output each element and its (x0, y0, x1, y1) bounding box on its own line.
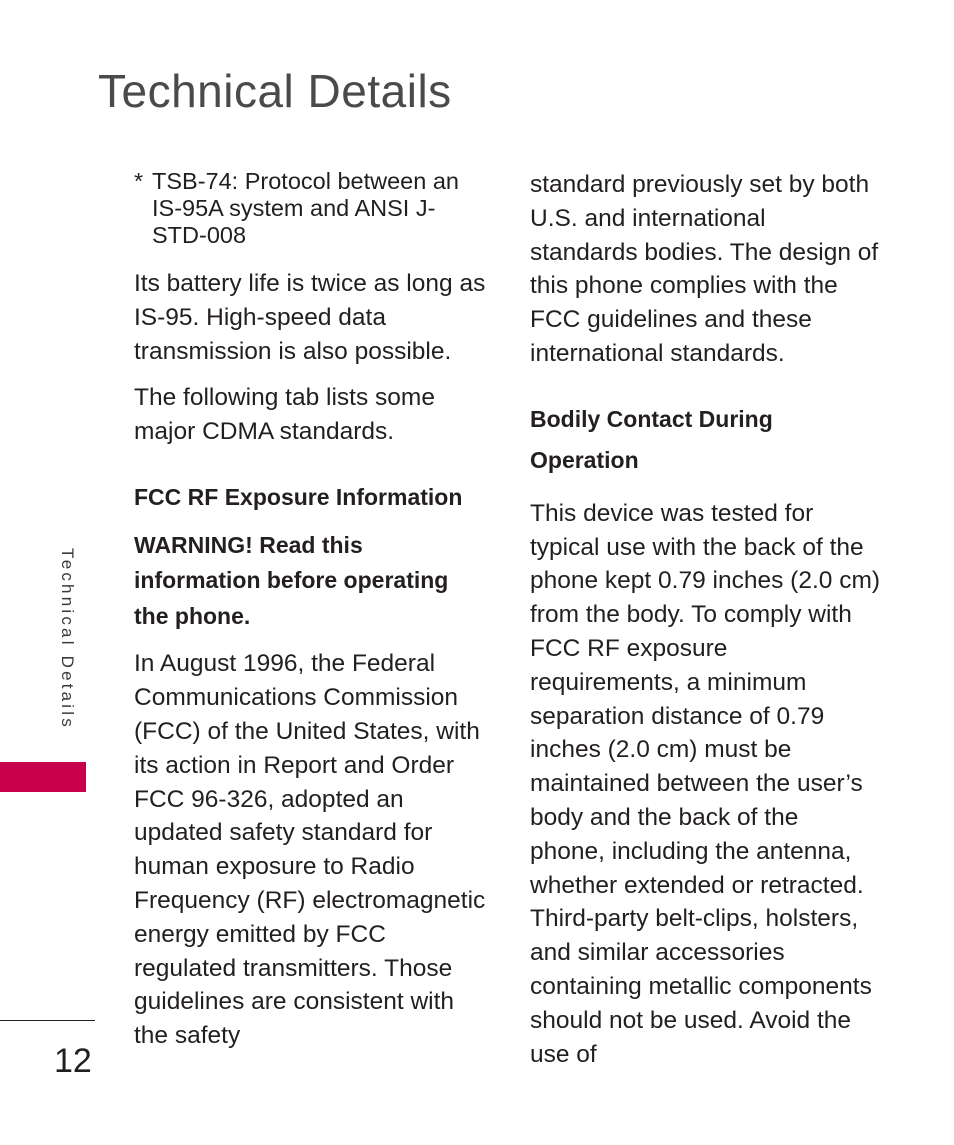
warning-text: WARNING! Read this information before operating the phone. (134, 531, 449, 629)
standards-paragraph: standard previously set by both U.S. and international standards bodies. The design of this phone complies with the FCC guidelines and these international standards. (530, 171, 879, 367)
bodily-contact-heading: Bodily Contact During Operation (530, 405, 773, 473)
battery-life-paragraph: Its battery life is twice as long as IS-95. High-speed data transmission is also possible. (134, 270, 486, 365)
footnote-text: TSB-74: Protocol between an IS-95A system and ANSI J-STD-008 (152, 168, 459, 248)
side-tab (52, 548, 82, 758)
right-column (530, 168, 880, 1071)
cdma-standards-paragraph: The following tab lists some major CDMA standards. (134, 384, 435, 446)
section-marker (0, 762, 86, 792)
bodily-contact-paragraph: This device was tested for typical use with the back of the phone kept 0.79 inches (2.0 cm) from the body. To comply with FCC RF exposure requirements, a minimum separation distance of 0.79 inches (2.0 cm) must be maintained between the user’s body and the back of the phone, including the antenna, whether extended or retracted. Third-party belt-clips, holsters, and similar accessories containing metallic components should not be used. Avoid the use of (530, 499, 881, 1068)
page-title: Technical Details (98, 65, 452, 117)
page-number: 12 (54, 1042, 92, 1080)
fcc-rf-heading: FCC RF Exposure Information (134, 483, 463, 510)
footnote (134, 168, 486, 249)
footer-divider (0, 1020, 95, 1021)
fcc-history-paragraph: In August 1996, the Federal Communications Commission (FCC) of the United States, with its action in Report and Order FCC 96-326, adopted an updated safety standard for human exposure to Radio Frequency (RF) electromagnetic energy emitted by FCC regulated transmitters. Those guidelines are consistent with the safety (134, 650, 486, 1050)
side-tab-label: Technical Details (58, 548, 77, 730)
footnote-mark: * (134, 168, 144, 194)
left-column (134, 168, 486, 1053)
